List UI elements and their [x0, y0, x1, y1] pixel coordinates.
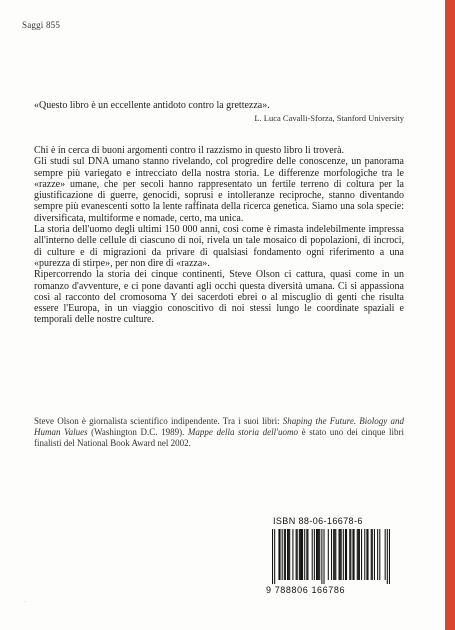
barcode-bar	[335, 529, 336, 580]
barcode-bar	[352, 529, 353, 580]
barcode-bar	[323, 529, 324, 584]
barcode-bar	[387, 529, 388, 584]
barcode-bar	[364, 529, 365, 580]
author-bio	[34, 416, 404, 450]
barcode-bar	[346, 529, 347, 580]
barcode-bar	[349, 529, 350, 580]
barcode-bar	[334, 529, 335, 580]
blurb-paragraph: Ripercorrendo la storia dei cinque continenti, Steve Olson ci cattura, quasi come in un romanzo d'avventure, e ci pone davanti agli occhi questa diversità umana. Ci si appassiona così al racconto del cromosoma Y dei sacerdoti ebrei o al miscuglio di genti che risulta essere l'Europa, in un viaggio conoscitivo di noi stessi lungo le coordinate spaziali e temporali delle nostre culture.	[34, 269, 404, 326]
barcode-bar	[321, 529, 322, 584]
barcode-bar	[280, 529, 281, 580]
barcode-bar	[285, 529, 286, 580]
barcode-bar	[296, 529, 297, 580]
barcode-bar	[312, 529, 313, 580]
barcode-bar	[389, 529, 390, 584]
barcode-bar	[300, 529, 301, 580]
barcode-bar	[316, 529, 317, 580]
barcode-bar	[282, 529, 283, 580]
barcode-bar	[301, 529, 302, 580]
bio-outro: è stato uno dei cinque libri finalisti del National Book Award nel 2002.	[34, 427, 404, 449]
barcode-bar	[274, 529, 275, 584]
isbn-label: ISBN 88-06-16678-6	[273, 516, 363, 526]
faint-mark: ·	[24, 598, 27, 606]
barcode-bar	[343, 529, 344, 580]
barcode-bar	[377, 529, 378, 580]
barcode-bar	[302, 529, 303, 580]
blurb-paragraph: Gli studi sul DNA umano stanno rivelando, col progredire delle conoscenze, un panorama sempre più variegato e intrecciato della nostra storia. Le differenze morfologiche tra le «razze» umane, che per secoli hanno rappresentato un fertile terreno di coltura per la giustificazione di guerre, genocidi, soprusi e intolleranze reciproche, stanno diventando sempre più evanescenti sotto la lente raffinata della ricerca genetica. Siamo una sola specie: diversificata, multiforme e nomade, certo, ma unica.	[34, 156, 404, 224]
barcode-bar	[359, 529, 360, 580]
red-spine-stripe	[445, 0, 455, 630]
barcode-bar	[385, 529, 386, 580]
barcode-bar	[314, 529, 315, 580]
barcode-bar	[358, 529, 359, 580]
blurb-text	[34, 145, 404, 326]
barcode-bar	[379, 529, 380, 580]
barcode-bar	[361, 529, 362, 580]
series-label: Saggi 855	[22, 20, 61, 30]
quote-attribution: L. Luca Cavalli-Sforza, Stanford University	[254, 113, 404, 123]
bio-mid: (Washington D.C. 1989).	[87, 427, 188, 438]
barcode-bar	[367, 529, 368, 580]
blurb-paragraph: Chi è in cerca di buoni argomenti contro il razzismo in questo libro li troverà.	[34, 145, 345, 156]
bio-book-title-2: Mappe della storia dell'uomo	[187, 427, 299, 438]
barcode-bar	[354, 529, 355, 580]
barcode-bar	[288, 529, 289, 580]
barcode-bar	[350, 529, 351, 580]
barcode-bar	[333, 529, 334, 580]
barcode-bar	[306, 529, 307, 580]
barcode-bar	[371, 529, 372, 580]
barcode-bar	[331, 529, 332, 580]
barcode-bar	[284, 529, 285, 580]
bio-intro: Steve Olson è giornalista scientifico indipendente. Tra i suoi libri:	[34, 416, 283, 426]
barcode-bar	[287, 529, 288, 580]
barcode-bar	[366, 529, 367, 580]
barcode-bar	[299, 529, 300, 580]
barcode-bar	[297, 529, 298, 580]
barcode-bar	[317, 529, 318, 580]
endorsement-quote: «Questo libro è un eccellente antidoto contro la grettezza».	[34, 100, 270, 111]
barcode-bar	[345, 529, 346, 580]
barcode-bar	[307, 529, 308, 580]
barcode-bar	[357, 529, 358, 580]
barcode-bar	[289, 529, 290, 580]
barcode-bar	[372, 529, 373, 580]
barcode-bar	[339, 529, 340, 580]
bio-book-title-1: Shaping the Future. Biology and Human Values	[34, 416, 405, 438]
barcode-bar	[318, 529, 319, 580]
barcode-bar	[304, 529, 305, 580]
barcode-bar	[292, 529, 293, 580]
blurb-paragraph: La storia dell'uomo degli ultimi 150 000 anni, così come è rimasta indelebilmente impressa all'interno delle cellule di ciascuno di noi, rivela un tale mosaico di popolazioni, di incroci, di culture e di migrazioni da privare di qualsiasi fondamento ogni riferimento a una «purezza di stirpe», per non dire di «razza».	[34, 224, 404, 269]
barcode-bar	[272, 529, 273, 584]
barcode-bar	[278, 529, 279, 580]
barcode	[266, 529, 396, 584]
barcode-bar	[374, 529, 375, 580]
barcode-bar	[319, 529, 320, 580]
barcode-bar	[328, 529, 329, 580]
barcode-bar	[341, 529, 342, 580]
barcode-bar	[340, 529, 341, 580]
barcode-digits: 9 788806 166786	[266, 585, 346, 595]
